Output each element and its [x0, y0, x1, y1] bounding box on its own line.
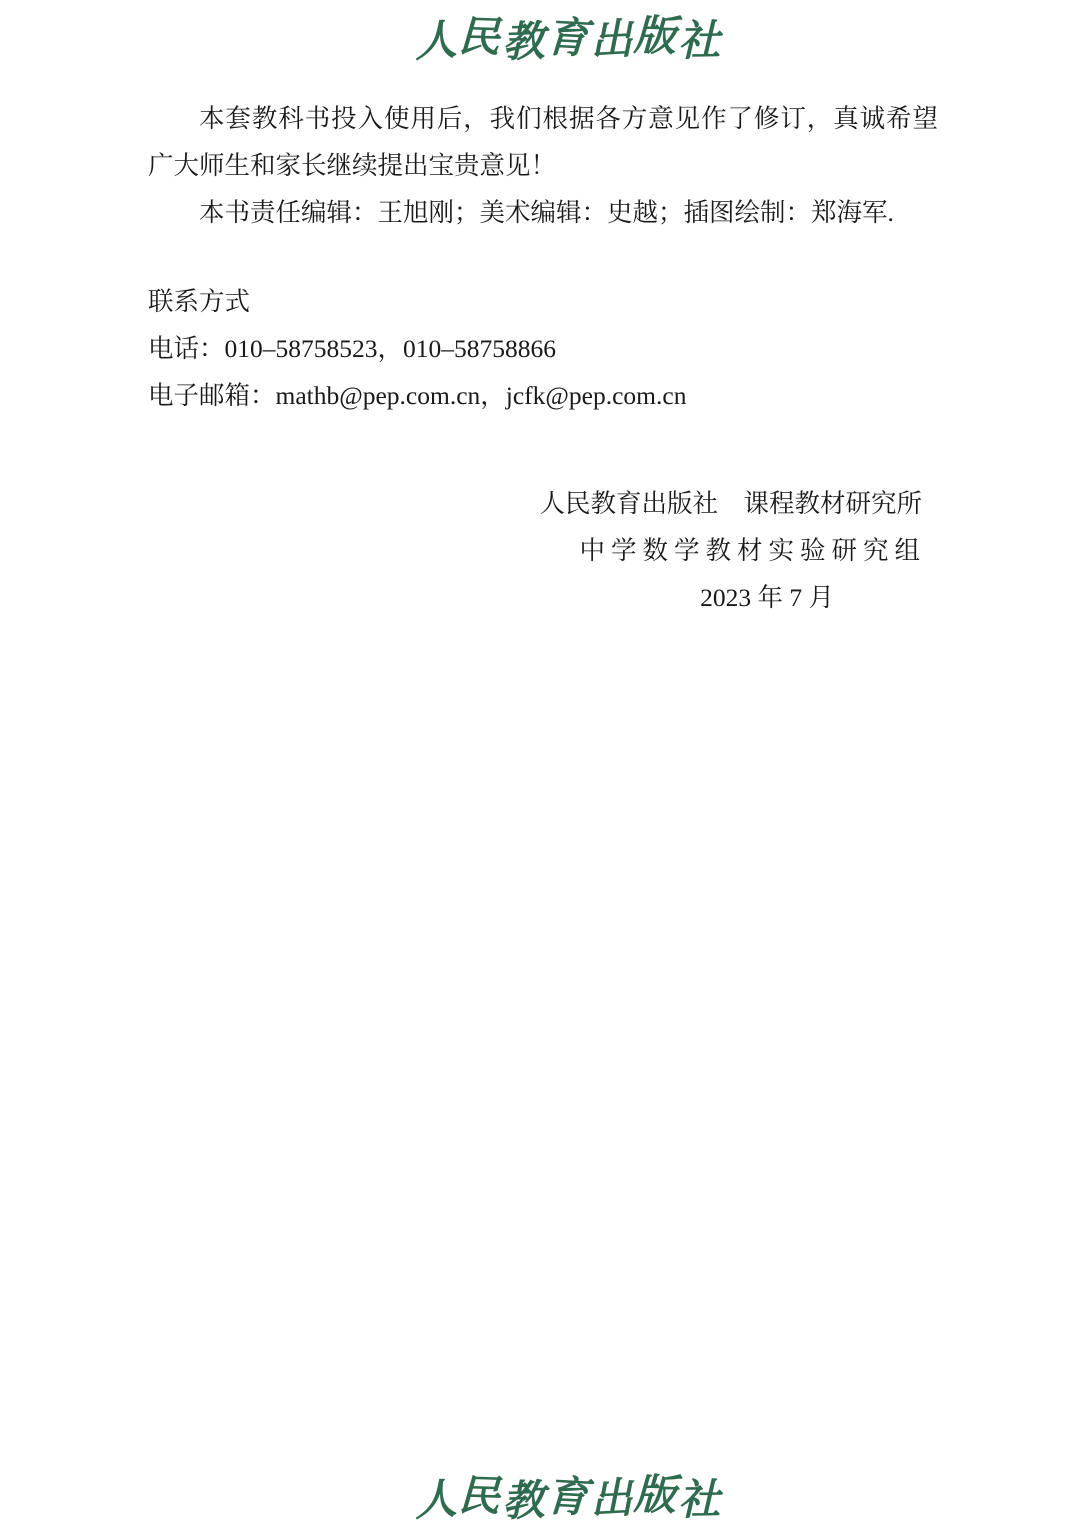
contact-email-label: 电子邮箱： [148, 381, 276, 410]
signature-group: 中学数学教材实验研究组 [579, 536, 926, 565]
publisher-logo-bottom-icon: 人民教育出版社 [412, 1472, 723, 1526]
publisher-logo-top-icon: 人民教育出版社 [412, 13, 723, 67]
signature-organization: 人民教育出版社 课程教材研究所 [539, 489, 922, 518]
paragraph-revision-note: 本套教科书投入使用后，我们根据各方意见作了修订，真诚希望广大师生和家长继续提出宝贵意见！ [148, 104, 938, 180]
paragraph-editors: 本书责任编辑：王旭刚；美术编辑：史越；插图绘制：郑海军. [199, 198, 894, 227]
signature-date: 2023 年 7 月 [700, 583, 834, 612]
contact-email-value: mathb@pep.com.cn，jcfk@pep.com.cn [275, 381, 687, 410]
contact-phone-label: 电话： [148, 334, 225, 363]
signature-block [148, 480, 938, 621]
body-content [148, 95, 938, 419]
contact-email-line [148, 372, 938, 419]
contact-heading: 联系方式 [148, 287, 251, 316]
contact-phone-value: 010–58758523，010–58758866 [224, 334, 557, 363]
spacer [148, 236, 938, 278]
contact-phone-line [148, 325, 938, 372]
